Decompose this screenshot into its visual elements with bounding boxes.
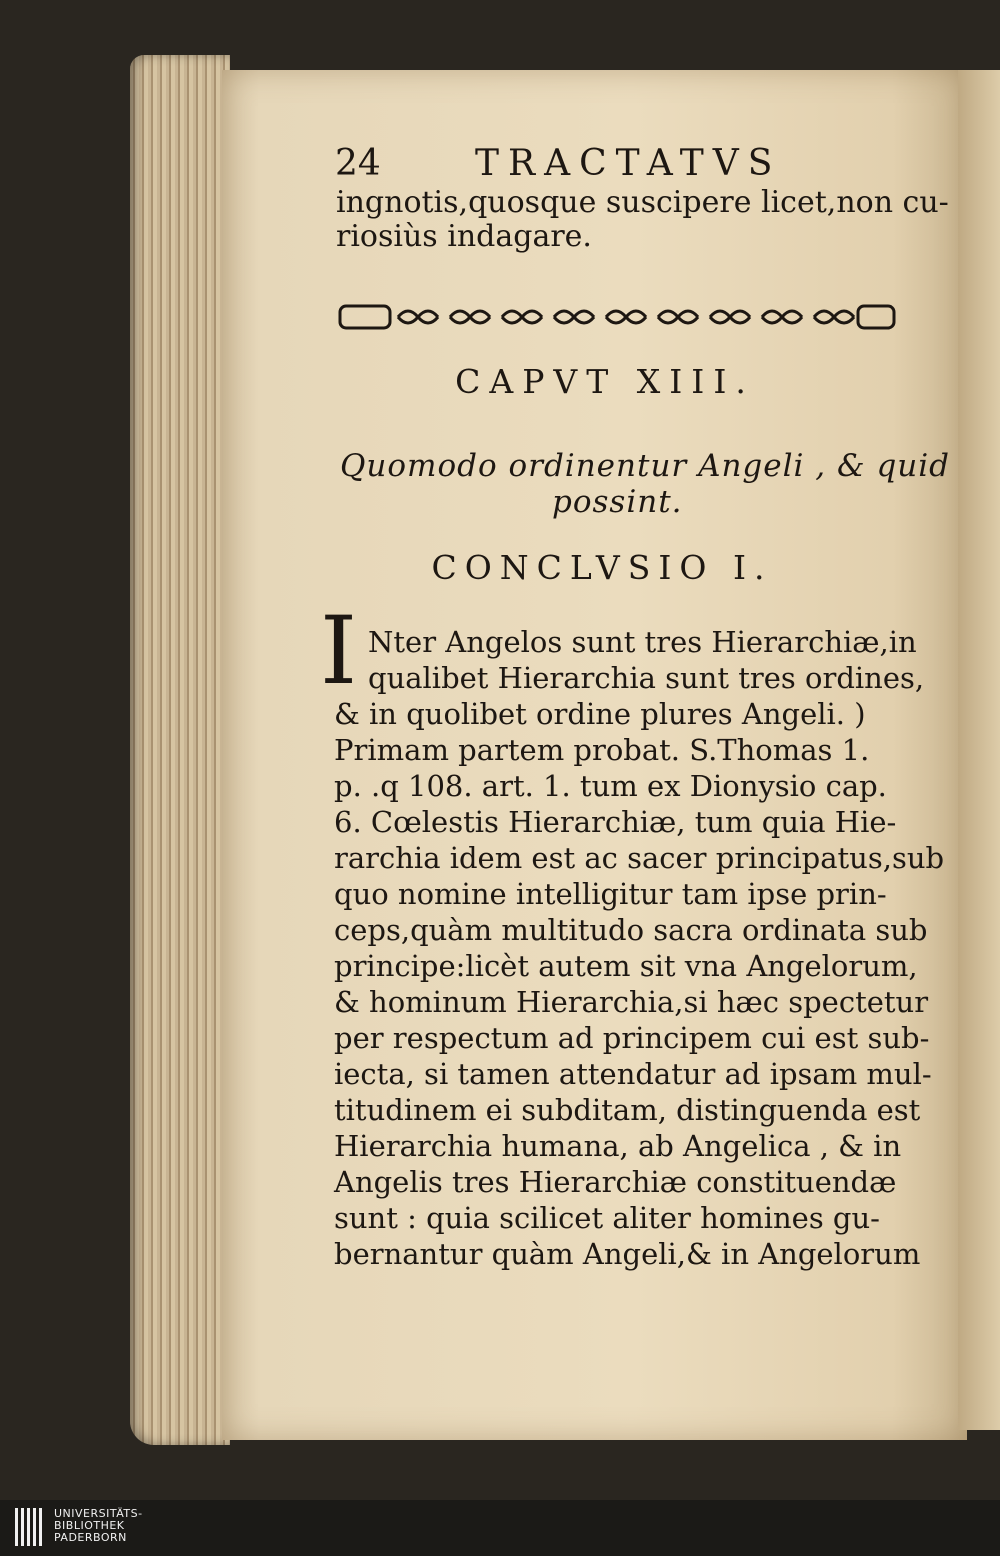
body-line: Hierarchia humana, ab Angelica , & in	[334, 1129, 902, 1163]
carryover-line: riosiùs indagare.	[336, 219, 592, 254]
library-logo-icon	[14, 1506, 44, 1548]
body-line: titudinem ei subditam, distinguenda est	[334, 1093, 921, 1127]
page-number: 24	[335, 143, 381, 184]
body-line: sunt : quia scilicet aliter homines gu-	[334, 1201, 880, 1235]
running-title: TRACTATVS	[475, 143, 782, 184]
body-line: p. .q 108. art. 1. tum ex Dionysio cap.	[334, 769, 887, 803]
body-line: & hominum Hierarchia,si hæc spectetur	[334, 985, 929, 1019]
logo-line: BIBLIOTHEK	[54, 1519, 125, 1532]
logo-line: PADERBORN	[54, 1531, 127, 1544]
chapter-subtitle-line: Quomodo ordinentur Angeli , & quid	[340, 448, 951, 484]
page-edges	[130, 55, 230, 1445]
body-line: quo nomine intelligitur tam ipse prin-	[334, 877, 887, 911]
drop-cap: I	[320, 597, 358, 706]
body-line: bernantur quàm Angeli,& in Angelorum	[334, 1237, 921, 1271]
logo-line: UNIVERSITÄTS-	[54, 1507, 143, 1520]
conclusio-heading: CONCLVSIO I.	[431, 548, 773, 587]
chapter-subtitle-line: possint.	[552, 484, 683, 520]
running-head	[335, 142, 895, 186]
body-line: Angelis tres Hierarchiæ constituendæ	[334, 1165, 897, 1199]
body-line: iecta, si tamen attendatur ad ipsam mul-	[334, 1057, 932, 1091]
body-line: per respectum ad principem cui est sub-	[334, 1021, 930, 1055]
carryover-line: ingnotis,quosque suscipere licet,non cu-	[336, 185, 949, 220]
body-line: 6. Cœlestis Hierarchiæ, tum quia Hie-	[334, 805, 897, 839]
body-line: Primam partem probat. S.Thomas 1.	[334, 733, 870, 767]
library-logo	[54, 1508, 143, 1544]
body-line: principe:licèt autem sit vna Angelorum,	[334, 949, 918, 983]
ornamental-band	[338, 300, 898, 334]
chapter-heading: CAPVT XIII.	[455, 362, 755, 401]
body-line: ceps,quàm multitudo sacra ordinata sub	[334, 913, 928, 947]
facing-page-edge	[958, 70, 1000, 1430]
body-line: & in quolibet ordine plures Angeli. )	[334, 697, 866, 731]
body-line: Nter Angelos sunt tres Hierarchiæ,in	[368, 625, 917, 659]
body-line: rarchia idem est ac sacer principatus,sub	[334, 841, 945, 875]
body-line: qualibet Hierarchia sunt tres ordines,	[368, 661, 925, 695]
